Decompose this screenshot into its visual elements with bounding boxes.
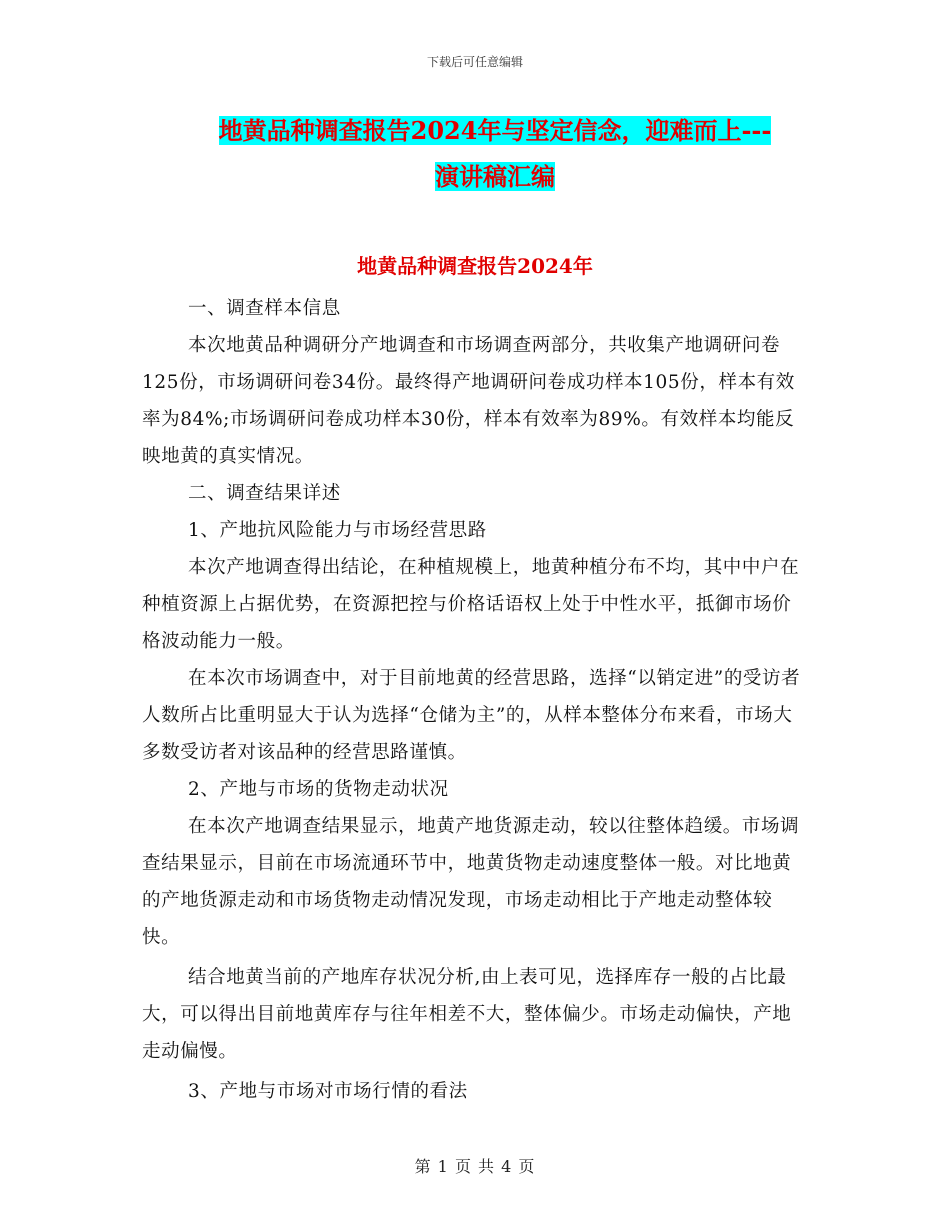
paragraph-sample-info: 本次地黄品种调研分产地调查和市场调查两部分，共收集产地调研问卷125份，市场调研问卷34份。最终得产地调研问卷成功样本105份，样本有效率为84%;市场调研问卷成功样本30份，样本有效率为89%。有效样本均能反映地黄的真实情况。	[142, 335, 795, 467]
document-body	[142, 290, 810, 1110]
heading-results: 二、调查结果详述	[188, 483, 341, 504]
heading-sample-info: 一、调查样本信息	[188, 298, 341, 319]
paragraph-inventory: 结合地黄当前的产地库存状况分析,由上表可见，选择库存一般的占比最大，可以得出目前地黄库存与往年相差不大，整体偏少。市场走动偏快，产地走动偏慢。	[142, 967, 792, 1062]
subheading-market-outlook: 3、产地与市场对市场行情的看法	[188, 1081, 468, 1102]
paragraph-goods-movement: 在本次产地调查结果显示，地黄产地货源走动，较以往整体趋缓。市场调查结果显示，目前在市场流通环节中，地黄货物走动速度整体一般。对比地黄的产地货源走动和市场货物走动情况发现，市场走动相比于产地走动整体较快。	[142, 816, 800, 948]
document-title-line2: 演讲稿汇编	[435, 162, 555, 191]
section-title: 地黄品种调查报告2024年	[357, 254, 593, 278]
document-title	[140, 108, 850, 200]
subheading-risk-resistance: 1、产地抗风险能力与市场经营思路	[188, 520, 487, 541]
page-number: 第 1 页 共 4 页	[414, 1157, 536, 1176]
subheading-goods-movement: 2、产地与市场的货物走动状况	[188, 779, 449, 800]
paragraph-origin-conclusion: 本次产地调查得出结论，在种植规模上，地黄种植分布不均，其中中户在种植资源上占据优势，在资源把控与价格话语权上处于中性水平，抵御市场价格波动能力一般。	[142, 557, 800, 652]
paragraph-market-strategy: 在本次市场调查中，对于目前地黄的经营思路，选择“以销定进”的受访者人数所占比重明显大于认为选择“仓储为主”的，从样本整体分布来看，市场大多数受访者对该品种的经营思路谨慎。	[142, 668, 801, 763]
header-note: 下载后可任意编辑	[426, 55, 523, 69]
document-title-line1: 地黄品种调查报告2024年与坚定信念，迎难而上---	[218, 116, 772, 145]
